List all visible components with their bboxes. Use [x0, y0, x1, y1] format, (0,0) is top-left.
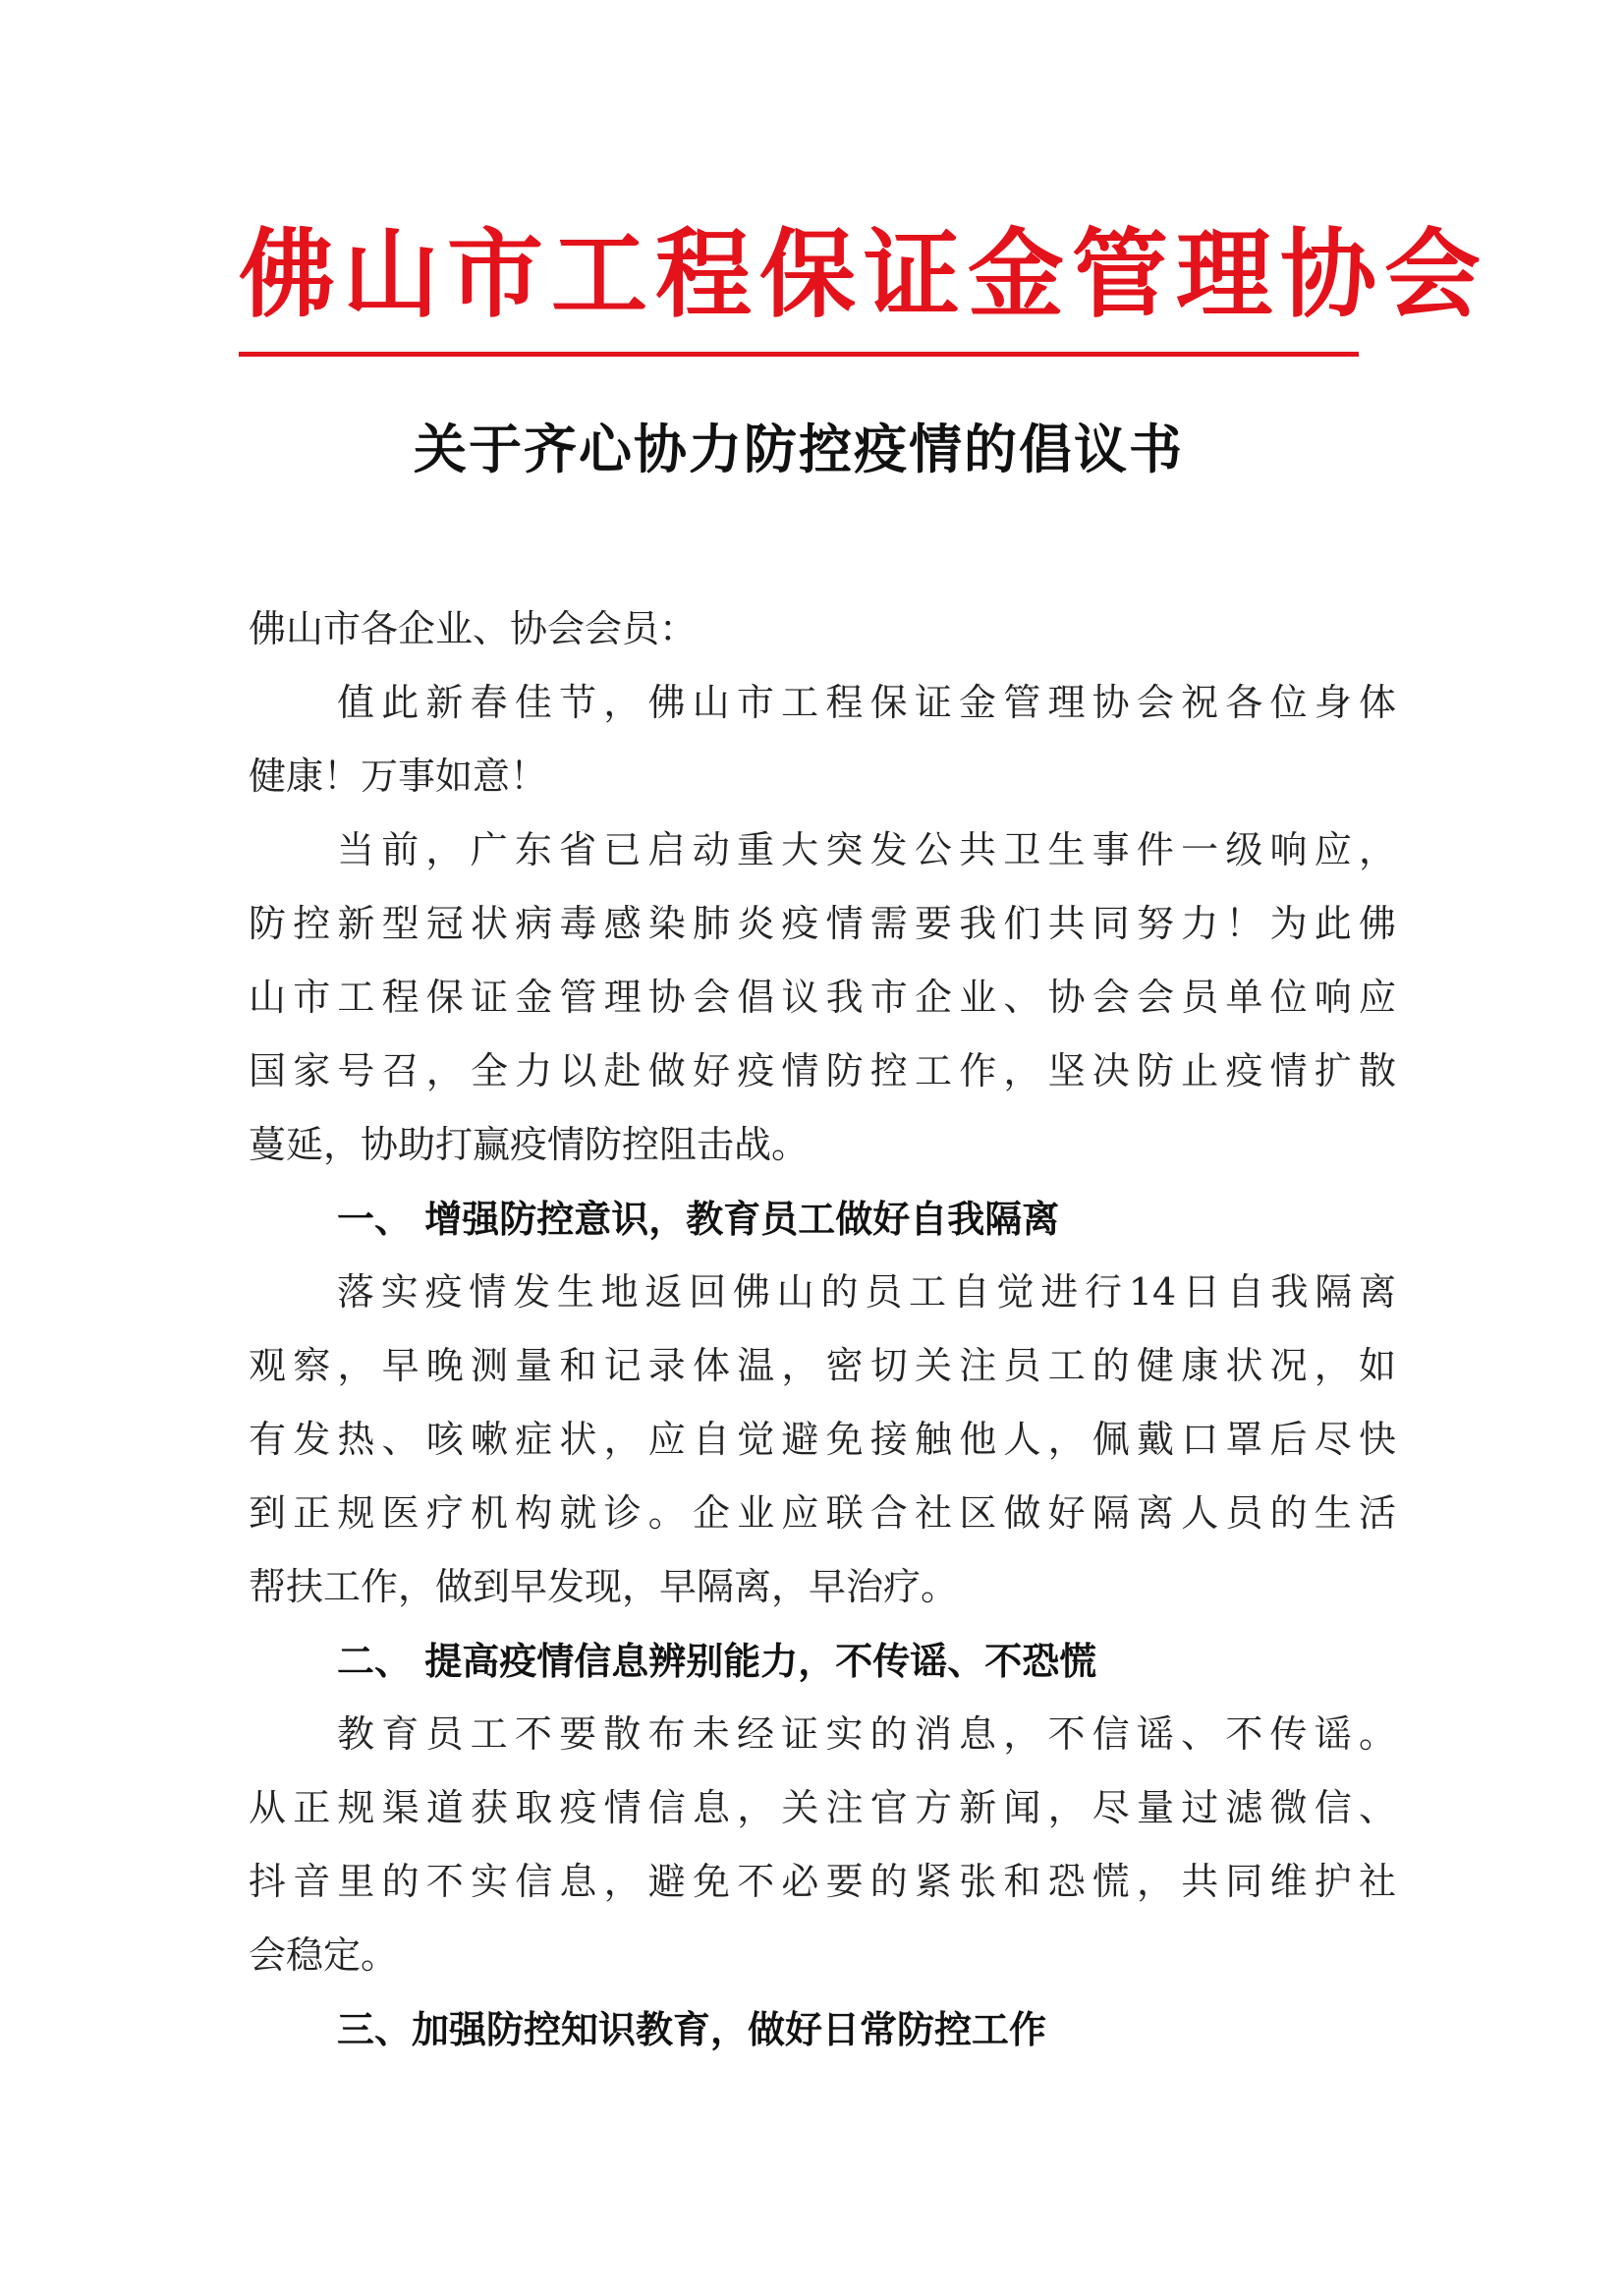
- body-text-line: 教育员工不要散布未经证实的消息，不信谣、不传谣。: [337, 1712, 1396, 1756]
- body-text-line: 健康！万事如意！: [249, 755, 548, 798]
- body-text-line: 到正规医疗机构就诊。企业应联合社区做好隔离人员的生活: [249, 1491, 1396, 1535]
- section-heading: 二、 提高疫情信息辨别能力，不传谣、不恐慌: [337, 1639, 1097, 1683]
- body-text-line: 山市工程保证金管理协会倡议我市企业、协会会员单位响应: [249, 976, 1396, 1019]
- body-text-line: 蔓延，协助打赢疫情防控阻击战。: [249, 1123, 810, 1166]
- body-text-line: 观察，早晚测量和记录体温，密切关注员工的健康状况，如: [249, 1344, 1396, 1387]
- body-text-line: 防控新型冠状病毒感染肺炎疫情需要我们共同努力！为此佛: [249, 902, 1396, 945]
- body-text-line: 有发热、咳嗽症状，应自觉避免接触他人，佩戴口罩后尽快: [249, 1418, 1396, 1461]
- section-heading: 一、 增强防控意识，教育员工做好自我隔离: [337, 1197, 1060, 1241]
- body-text-line: 值此新春佳节，佛山市工程保证金管理协会祝各位身体: [337, 681, 1396, 724]
- body-text-line: 帮扶工作，做到早发现，早隔离，早治疗。: [249, 1565, 959, 1608]
- organization-masthead: 佛山市工程保证金管理协会: [239, 219, 1489, 331]
- red-divider-line: [239, 352, 1359, 357]
- document-title: 关于齐心协力防控疫情的倡议书: [414, 419, 1184, 480]
- body-text-line: 当前，广东省已启动重大突发公共卫生事件一级响应，: [337, 828, 1396, 871]
- body-text-line: 国家号召，全力以赴做好疫情防控工作，坚决防止疫情扩散: [249, 1049, 1396, 1092]
- document-body: [249, 592, 1396, 2066]
- section-heading: 三、加强防控知识教育，做好日常防控工作: [337, 2007, 1047, 2051]
- body-text-line: 从正规渠道获取疫情信息，关注官方新闻，尽量过滤微信、: [249, 1786, 1396, 1829]
- body-text-line: 佛山市各企业、协会会员：: [249, 607, 698, 650]
- body-text-line: 会稳定。: [249, 1933, 399, 1977]
- body-text-line: 抖音里的不实信息，避免不必要的紧张和恐慌，共同维护社: [249, 1860, 1396, 1903]
- body-text-line: 落实疫情发生地返回佛山的员工自觉进行14日自我隔离: [337, 1270, 1396, 1314]
